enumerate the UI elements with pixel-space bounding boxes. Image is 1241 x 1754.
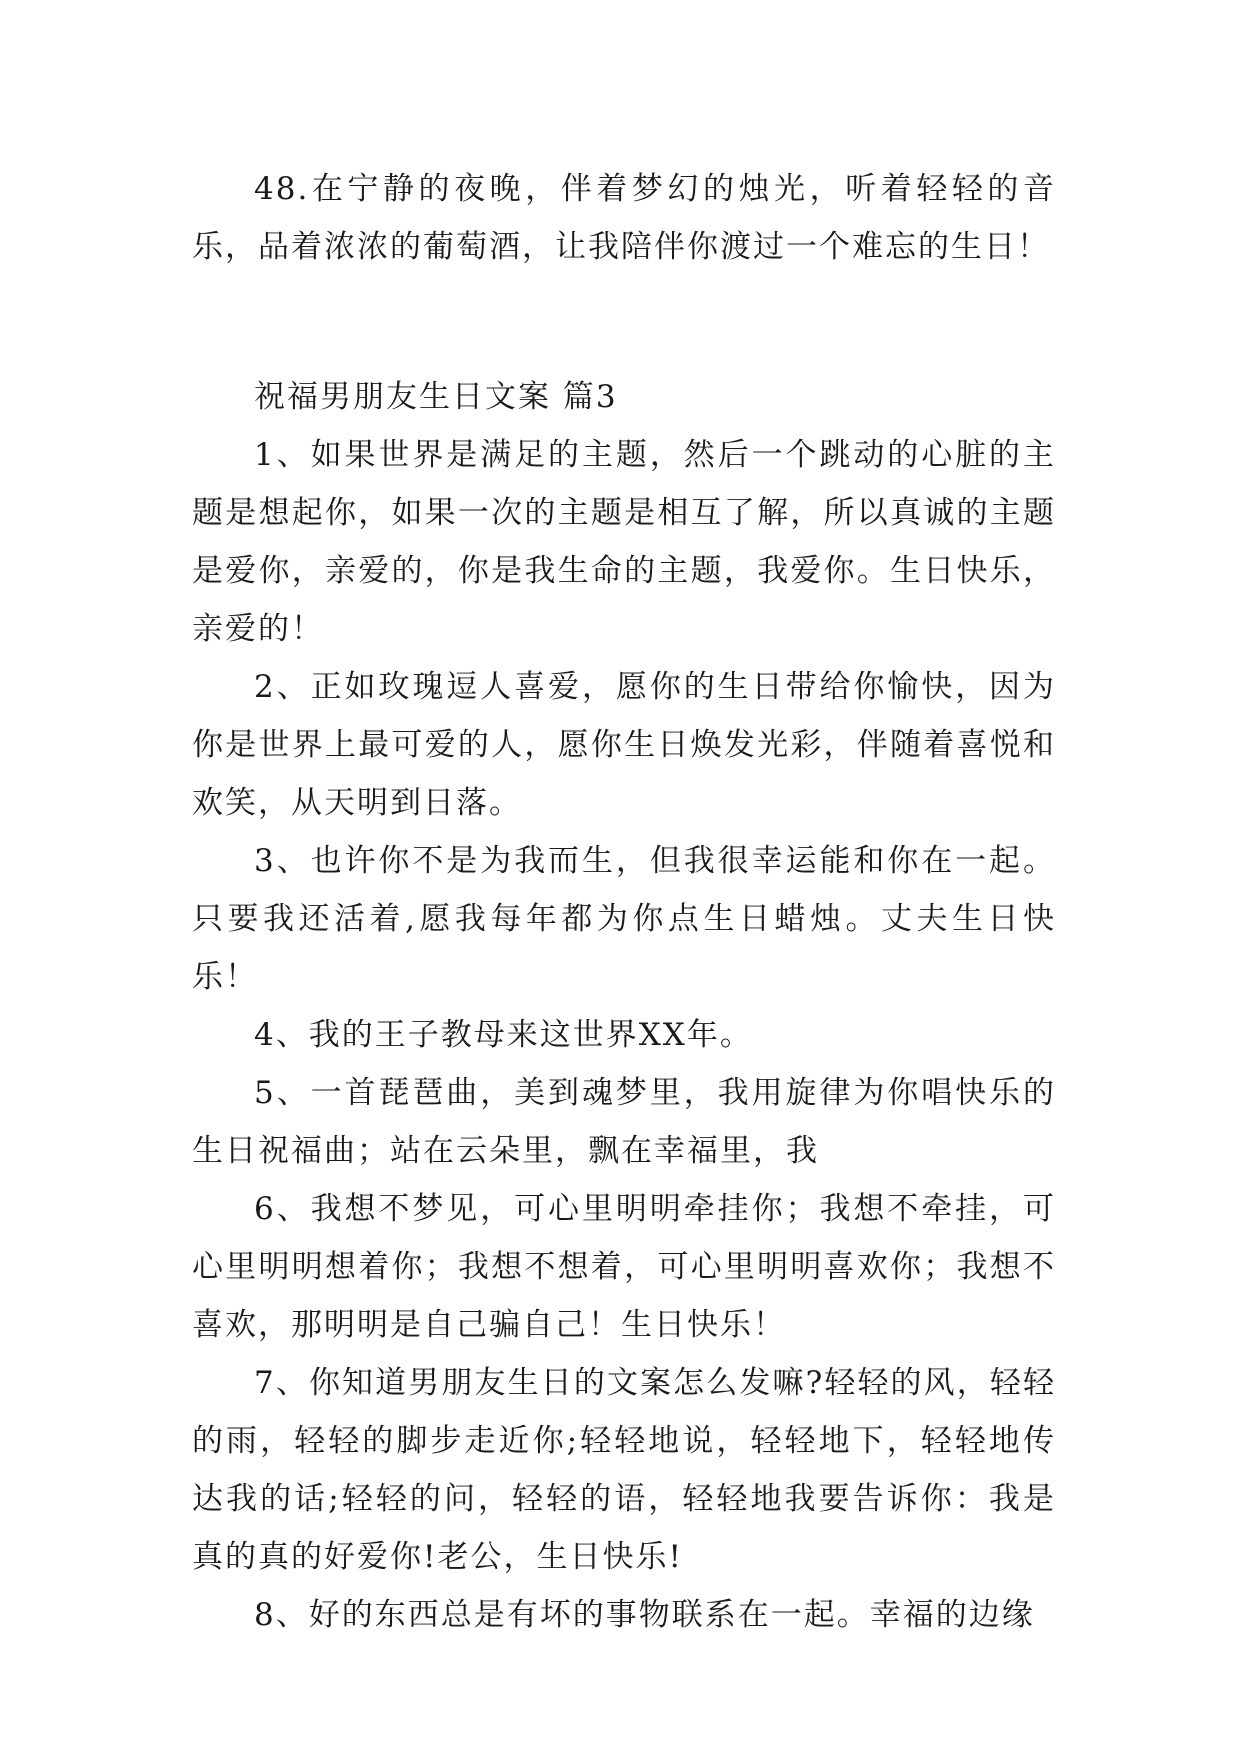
list-item-3: 3、也许你不是为我而生，但我很幸运能和你在一起。只要我还活着,愿我每年都为你点生日蜡烛。丈夫生日快乐！ [192, 843, 1056, 995]
list-item-5: 5、一首琵琶曲，美到魂梦里，我用旋律为你唱快乐的生日祝福曲；站在云朵里，飘在幸福里，我 [192, 1075, 1056, 1169]
section-heading: 祝福男朋友生日文案 篇3 [254, 379, 618, 415]
list-item-4: 4、我的王子教母来这世界XX年。 [254, 1017, 753, 1053]
intro-paragraph: 48.在宁静的夜晚，伴着梦幻的烛光，听着轻轻的音乐，品着浓浓的葡萄酒，让我陪伴你渡过一个难忘的生日！ [192, 171, 1056, 265]
list-item-7: 7、你知道男朋友生日的文案怎么发嘛?轻轻的风，轻轻的雨，轻轻的脚步走近你;轻轻地说，轻轻地下，轻轻地传达我的话;轻轻的问，轻轻的语，轻轻地我要告诉你：我是真的真的好爱你!老公，生日快乐! [192, 1365, 1056, 1575]
list-item-2: 2、正如玫瑰逗人喜爱，愿你的生日带给你愉快，因为你是世界上最可爱的人，愿你生日焕发光彩，伴随着喜悦和欢笑，从天明到日落。 [192, 669, 1056, 821]
section-spacer [192, 276, 1056, 368]
list-item-6: 6、我想不梦见，可心里明明牵挂你；我想不牵挂，可心里明明想着你；我想不想着，可心里明明喜欢你；我想不喜欢，那明明是自己骗自己！生日快乐！ [192, 1191, 1056, 1343]
list-item-8: 8、好的东西总是有坏的事物联系在一起。幸福的边缘 [254, 1597, 1035, 1633]
list-item-1: 1、如果世界是满足的主题，然后一个跳动的心脏的主题是想起你，如果一次的主题是相互了解，所以真诚的主题是爱你，亲爱的，你是我生命的主题，我爱你。生日快乐，亲爱的！ [192, 437, 1056, 647]
document-body [192, 160, 1056, 1644]
